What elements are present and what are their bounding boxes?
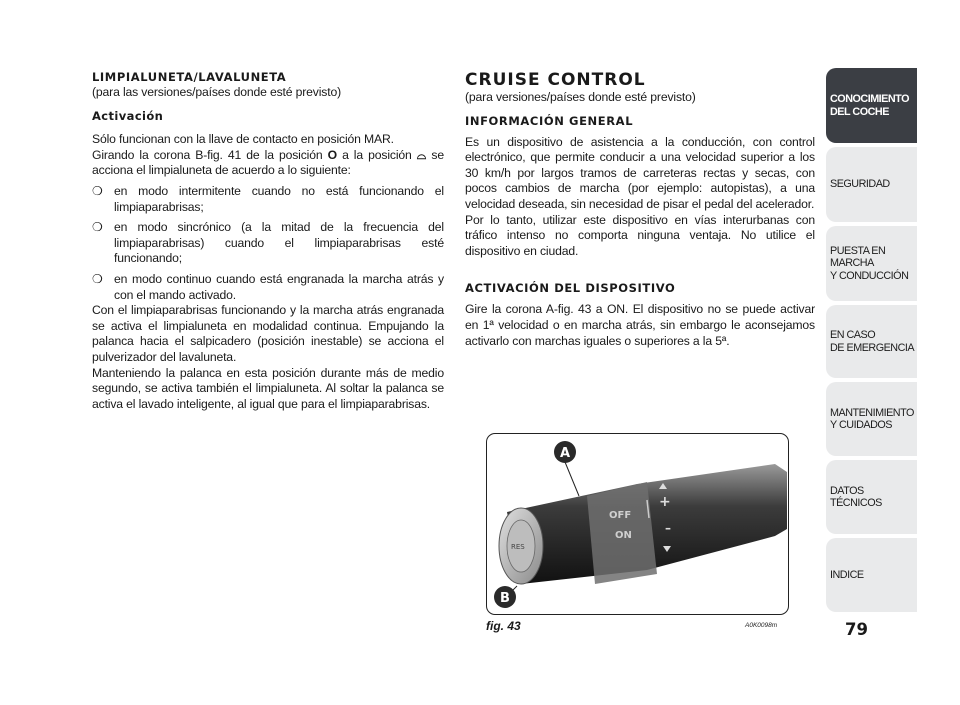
bullet-item: ❍ en modo continuo cuando está engranada la marcha atrás y con el mando activado. bbox=[92, 271, 444, 302]
cruise-control-title: CRUISE CONTROL bbox=[465, 70, 646, 90]
activation-heading: ACTIVACIÓN DEL DISPOSITIVO bbox=[465, 281, 676, 296]
tab-seguridad[interactable]: SEGURIDAD bbox=[826, 147, 917, 222]
rear-wiper-versions: (para las versiones/países donde esté previsto) bbox=[92, 85, 342, 99]
page-number: 79 bbox=[845, 620, 868, 639]
bullet-item: ❍ en modo sincrónico (a la mitad de la frecuencia del limpiaparabrisas) cuando el limpiaparabrisas esté funcionando; bbox=[92, 220, 444, 266]
on-marking: ON bbox=[615, 530, 632, 541]
figure-code: A0K0098m bbox=[745, 622, 778, 629]
cruise-lever-figure bbox=[486, 433, 789, 615]
bullet-circle-icon: ❍ bbox=[92, 220, 103, 235]
bullet-item: ❍ en modo intermitente cuando no está funcionando el limpiaparabrisas; bbox=[92, 183, 444, 214]
tab-puesta-en-marcha[interactable]: PUESTA EN MARCHA Y CONDUCCIÓN bbox=[826, 226, 917, 301]
off-marking: OFF bbox=[609, 510, 632, 521]
label-a: A bbox=[559, 446, 571, 461]
plus-marking: + bbox=[659, 494, 671, 510]
general-info-heading: INFORMACIÓN GENERAL bbox=[465, 113, 634, 128]
tab-datos-tecnicos[interactable]: DATOS TÉCNICOS bbox=[826, 460, 917, 534]
tab-conocimiento-del-coche[interactable]: CONOCIMIENTO DEL COCHE bbox=[826, 68, 917, 143]
general-info-paragraph: Es un dispositivo de asistencia a la conducción, con control electrónico, que permite conducir a una velocidad superior a los 30 km/h por largos tramos de carreteras rectas y secas, con pocos cambios de marcha (por ejemplo: autopistas), a una velocidad deseada, sin necesidad de pisar el pedal del acelerador. bbox=[465, 134, 815, 211]
rear-wiper-heading: LIMPIALUNETA/LAVALUNETA bbox=[92, 70, 287, 84]
figure-caption: fig. 43 bbox=[486, 619, 521, 633]
paragraph-hold-lever: Manteniendo la palanca en esta posición durante más de medio segundo, se activa también el limpialuneta. Al soltar la palanca se activa el lavado inteligente, al igual que para el limpiaparabrisas. bbox=[92, 365, 444, 411]
position-o-symbol: O bbox=[327, 147, 337, 162]
minus-marking: – bbox=[665, 521, 671, 535]
paragraph-continuous-mode: Con el limpiaparabrisas funcionando y la marcha atrás engranada se activa el limpialuneta en modalidad continua. Empujando la palanca hacia el salpicadero (posición inestable) se acciona el pulverizador del lavaluneta. bbox=[92, 303, 444, 364]
label-b: B bbox=[500, 591, 510, 606]
cruise-versions: (para versiones/países donde esté previsto) bbox=[465, 90, 696, 104]
key-position-line: Sólo funcionan con la llave de contacto en posición MAR. bbox=[92, 132, 394, 147]
knob-text: RES bbox=[511, 543, 525, 551]
right-column bbox=[465, 70, 815, 349]
crown-instruction: Girando la corona B-fig. 41 de la posición O a la posición ⌓ se acciona el limpialuneta de acuerdo a lo siguiente: bbox=[92, 147, 444, 178]
left-column bbox=[92, 70, 444, 412]
activation-paragraph: Gire la corona A-fig. 43 a ON. El dispositivo no se puede activar en 1ª velocidad o en marcha atrás, sin embargo le aconsejamos activarlo con marchas iguales o superiores a la 5ª. bbox=[465, 302, 815, 348]
tab-en-caso-de-emergencia[interactable]: EN CASO DE EMERGENCIA bbox=[826, 305, 917, 378]
activation-subheading: Activación bbox=[92, 108, 164, 123]
tab-indice[interactable]: INDICE bbox=[826, 538, 917, 612]
bullet-circle-icon: ❍ bbox=[92, 183, 103, 198]
bullet-circle-icon: ❍ bbox=[92, 271, 103, 286]
tab-mantenimiento[interactable]: MANTENIMIENTO Y CUIDADOS bbox=[826, 382, 917, 456]
rear-wiper-icon: ⌓ bbox=[416, 147, 427, 162]
cruise-lever-illustration bbox=[487, 434, 789, 615]
general-info-paragraph-2: Por lo tanto, utilizar este dispositivo en vías interurbanas con tráfico intenso no comporta ninguna ventaja. No utilice el dispositivo en ciudad. bbox=[465, 212, 815, 258]
